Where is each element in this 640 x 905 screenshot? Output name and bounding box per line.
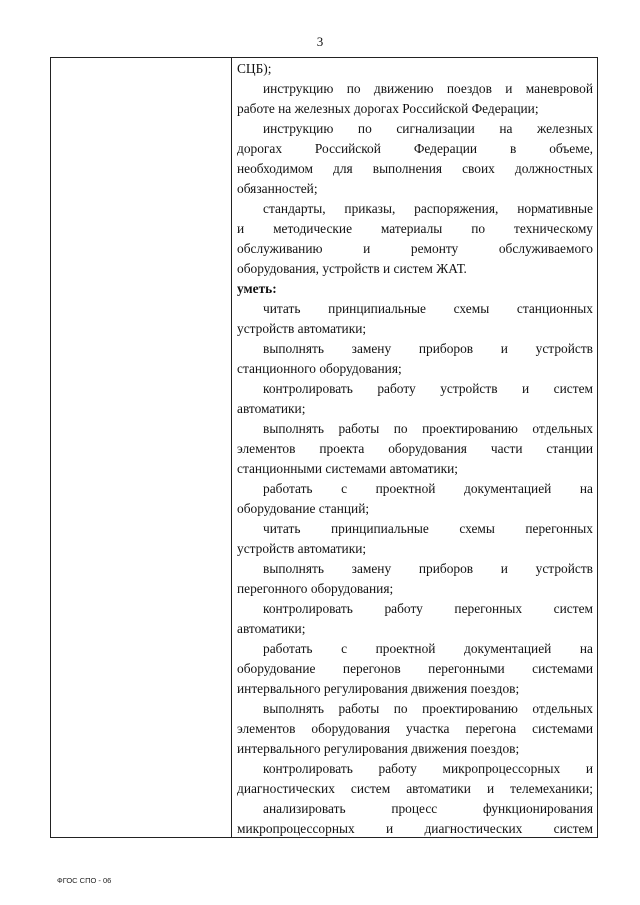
- text-line: микропроцессорных и диагностических систем: [237, 821, 593, 836]
- text-line: читать принципиальные схемы станционных: [263, 301, 593, 316]
- text-line: оборудование станций;: [237, 501, 370, 516]
- text-line: станционного оборудования;: [237, 361, 402, 376]
- text-line: оборудования, устройств и систем ЖАТ.: [237, 261, 467, 276]
- text-line: инструкцию по движению поездов и маневровой: [263, 81, 593, 96]
- text-line: выполнять работы по проектированию отдельных: [263, 701, 593, 716]
- table-cell-content: [237, 59, 593, 838]
- text-line: контролировать работу микропроцессорных и: [263, 761, 593, 776]
- text-line: и методические материалы по техническому: [237, 221, 593, 236]
- text-line: инструкцию по сигнализации на железных: [263, 121, 593, 136]
- page-number: 3: [316, 34, 324, 49]
- text-line: обязанностей;: [237, 181, 318, 196]
- text-line: работе на железных дорогах Российской Федерации;: [237, 101, 539, 116]
- text-line: СЦБ);: [237, 61, 272, 76]
- text-line: оборудование перегонов перегонными системами: [237, 661, 593, 676]
- text-line: выполнять работы по проектированию отдельных: [263, 421, 593, 436]
- text-line: станционными системами автоматики;: [237, 461, 459, 476]
- text-line: контролировать работу устройств и систем: [263, 381, 593, 396]
- footer-code: ФГОС СПО - 06: [57, 876, 112, 885]
- text-line: интервального регулирования движения поездов;: [237, 681, 520, 696]
- text-line: устройств автоматики;: [237, 541, 367, 556]
- text-line: стандарты, приказы, распоряжения, нормативные: [263, 201, 593, 216]
- text-line: интервального регулирования движения поездов;: [237, 741, 520, 756]
- text-line: автоматики;: [237, 621, 306, 636]
- text-line: перегонного оборудования;: [237, 581, 394, 596]
- text-line: работать с проектной документацией на: [263, 481, 593, 496]
- text-line: диагностических систем автоматики и телемеханики;: [237, 781, 593, 796]
- document-table: [50, 57, 598, 838]
- text-line: контролировать работу перегонных систем: [263, 601, 593, 616]
- text-line: выполнять замену приборов и устройств: [263, 341, 593, 356]
- column-divider: [231, 58, 232, 837]
- text-line: элементов оборудования участка перегона системами: [237, 721, 593, 736]
- text-line: обслуживанию и ремонту обслуживаемого: [237, 241, 593, 256]
- text-line: читать принципиальные схемы перегонных: [263, 521, 593, 536]
- text-line: необходимом для выполнения своих должностных: [237, 161, 593, 176]
- text-line: автоматики;: [237, 401, 306, 416]
- section-heading: уметь:: [237, 281, 277, 296]
- text-line: устройств автоматики;: [237, 321, 367, 336]
- text-line: выполнять замену приборов и устройств: [263, 561, 593, 576]
- text-line: работать с проектной документацией на: [263, 641, 593, 656]
- text-line: анализировать процесс функционирования: [263, 801, 593, 816]
- text-line: элементов проекта оборудования части станции: [237, 441, 593, 456]
- text-line: дорогах Российской Федерации в объеме,: [237, 141, 593, 156]
